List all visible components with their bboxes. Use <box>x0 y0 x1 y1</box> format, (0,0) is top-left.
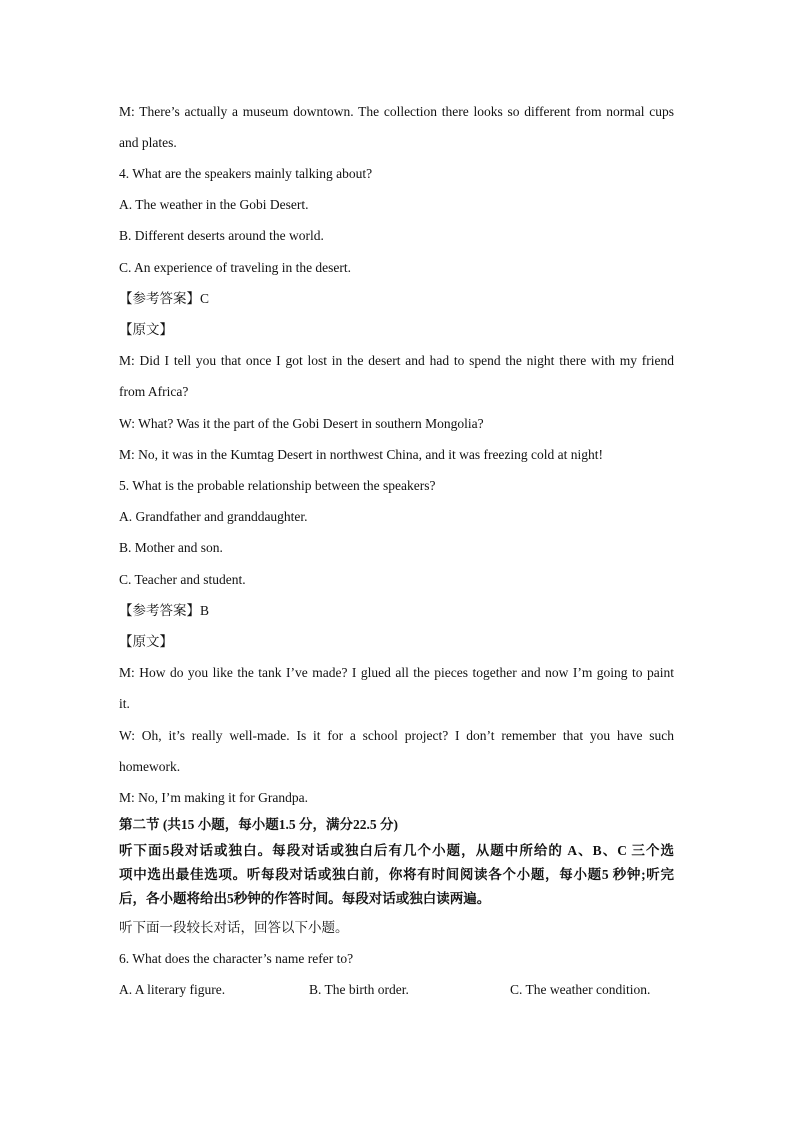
transcript-heading: 【原文】 <box>119 634 173 649</box>
dialogue-line: M: There’s actually a museum downtown. The collection there looks so different from normal cups <box>119 104 674 119</box>
option-c: C. Teacher and student. <box>119 572 246 587</box>
section-instruction: 后，各小题将给出5秒钟的作答时间。每段对话或独白读两遍。 <box>119 891 491 906</box>
option-b: B. Different deserts around the world. <box>119 228 324 243</box>
dialogue-line: M: No, it was in the Kumtag Desert in northwest China, and it was freezing cold at night! <box>119 447 604 462</box>
question-4: 4. What are the speakers mainly talking about? <box>119 166 373 181</box>
answer-key: 【参考答案】B <box>119 603 210 618</box>
section-heading: 第二节 (共15 小题，每小题1.5 分，满分22.5 分) <box>119 817 398 832</box>
sub-instruction: 听下面一段较长对话，回答以下小题。 <box>119 920 349 935</box>
dialogue-line: from Africa? <box>119 384 189 399</box>
dialogue-line: and plates. <box>119 135 177 150</box>
option-a: A. The weather in the Gobi Desert. <box>119 197 309 212</box>
dialogue-line: M: Did I tell you that once I got lost in the desert and had to spend the night there with my friend <box>119 353 674 368</box>
q6-option-b: B. The birth order. <box>309 982 409 997</box>
answer-key: 【参考答案】C <box>119 291 210 306</box>
option-c: C. An experience of traveling in the desert. <box>119 260 352 275</box>
question-5: 5. What is the probable relationship between the speakers? <box>119 478 436 493</box>
section-instruction: 听下面5段对话或独白。每段对话或独白后有几个小题，从题中所给的 A、B、C 三个选 <box>119 843 674 858</box>
q6-option-a: A. A literary figure. <box>119 982 226 997</box>
dialogue-line: M: How do you like the tank I’ve made? I glued all the pieces together and now I’m going to paint <box>119 665 674 680</box>
dialogue-line: it. <box>119 696 130 711</box>
dialogue-line: M: No, I’m making it for Grandpa. <box>119 790 308 805</box>
dialogue-line: homework. <box>119 759 181 774</box>
dialogue-line: W: What? Was it the part of the Gobi Desert in southern Mongolia? <box>119 416 484 431</box>
q6-option-c: C. The weather condition. <box>510 982 651 997</box>
option-b: B. Mother and son. <box>119 540 223 555</box>
question-6: 6. What does the character’s name refer to? <box>119 951 354 966</box>
section-instruction: 项中选出最佳选项。听每段对话或独白前，你将有时间阅读各个小题，每小题5 秒钟;听完 <box>119 867 674 882</box>
transcript-heading: 【原文】 <box>119 322 173 337</box>
option-a: A. Grandfather and granddaughter. <box>119 509 308 524</box>
dialogue-line: W: Oh, it’s really well-made. Is it for a school project? I don’t remember that you have such <box>119 728 674 743</box>
